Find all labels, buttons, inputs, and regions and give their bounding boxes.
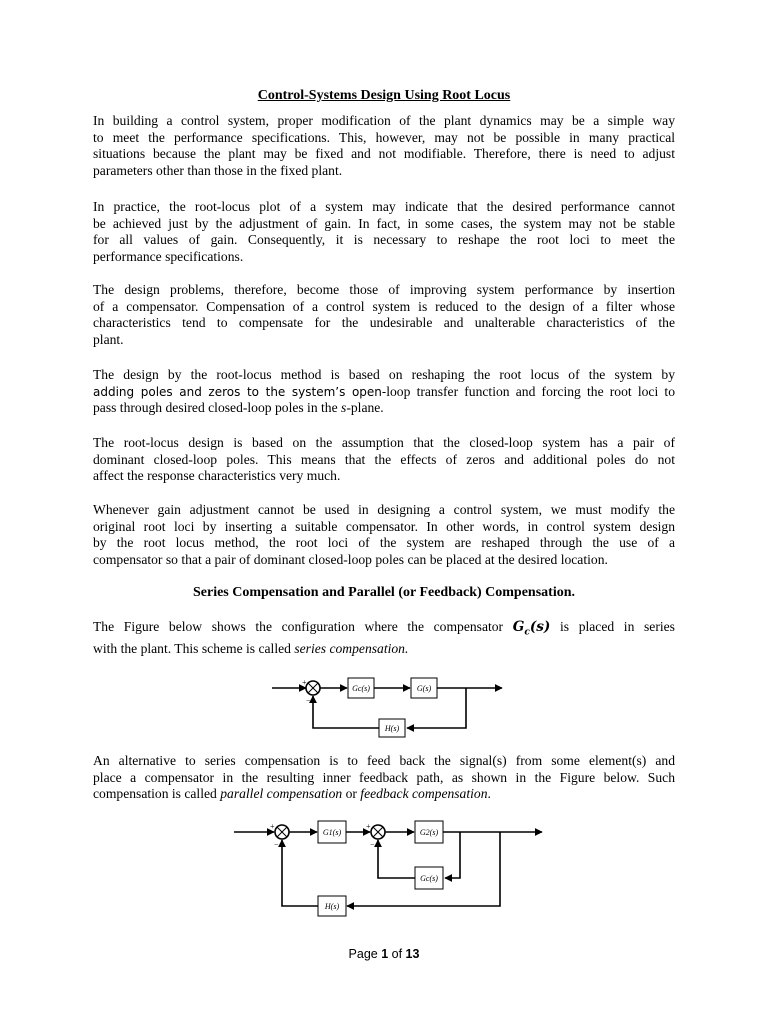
plus-sign-outer: + [270, 822, 275, 831]
plus-sign: + [302, 678, 307, 687]
footer-prefix: Page [348, 947, 382, 961]
text-line: for all values of gain. Consequently, it is necessary to reshape the root loci to meet the [93, 232, 675, 248]
text-line: Whenever gain adjustment cannot be used in designing a control system, we must modify the [93, 502, 675, 517]
h-label: H(s) [384, 724, 400, 733]
g-label: G(s) [416, 684, 432, 693]
text-line: to meet the performance specifications. This, however, may not be possible in many practical [93, 129, 675, 145]
emphasis-text: parallel compensation [220, 786, 343, 802]
text-line: The design by the root-locus method is based on reshaping the root locus of the system by [93, 367, 675, 382]
text-line: be achieved just by the adjustment of gain. In fact, in some cases, the system may not be stable [93, 215, 675, 231]
parallel-compensation-diagram [230, 818, 550, 918]
text-span: or [342, 786, 361, 802]
text-line: plant. [93, 331, 124, 347]
emphasis-text: feedback compensation [360, 786, 488, 802]
text-span: . [487, 786, 491, 802]
text-line: characteristics tend to compensate for the undesirable and unalterable characteristics of the [93, 315, 675, 331]
paragraph-assumption [93, 435, 675, 485]
paragraph-gain-adjustment [93, 502, 675, 568]
paragraph-design-problems [93, 282, 675, 348]
minus-sign: − [306, 696, 311, 705]
h-feedback-label: H(s) [324, 902, 340, 911]
text-line: compensator so that a pair of dominant closed-loop poles can be placed at the desired location. [93, 551, 608, 567]
text-line: In practice, the root-locus plot of a system may indicate that the desired performance cannot [93, 199, 675, 214]
text-line [93, 384, 675, 401]
text-span: The Figure below shows the configuration where the compensator [93, 619, 513, 634]
text-line [93, 400, 675, 417]
text-line [93, 786, 675, 803]
text-line: of a compensator. Compensation of a control system is reduced to the design of a filter whose [93, 298, 675, 314]
section-heading: Series Compensation and Parallel (or Feedback) Compensation. [192, 585, 575, 600]
paragraph-root-locus-method [93, 367, 675, 417]
minus-sign-outer: − [274, 840, 279, 849]
paragraph-intro [93, 113, 675, 179]
text-span: is placed in series [550, 619, 675, 634]
series-compensation-diagram [268, 668, 508, 744]
text-line: In building a control system, proper modification of the plant dynamics may be a simple way [93, 113, 675, 128]
footer-mid: of [388, 947, 406, 961]
plus-sign-inner: + [366, 822, 371, 831]
math-symbol: G [512, 619, 525, 635]
math-gc [512, 619, 551, 638]
math-symbol: (s) [529, 619, 551, 635]
text-line: The root-locus design is based on the assumption that the closed-loop system has a pair of [93, 435, 675, 450]
g2-label: G2(s) [419, 828, 439, 837]
text-line: The design problems, therefore, become those of improving system performance by insertion [93, 282, 675, 297]
paragraph-practice [93, 199, 675, 265]
total-page-count: 13 [405, 947, 420, 961]
text-line: by the root locus method, the root loci of the system are reshaped through the use of a [93, 535, 675, 551]
document-title: Control-Systems Design Using Root Locus [257, 88, 511, 103]
g1-label: G1(s) [322, 828, 342, 837]
current-page-number: 1 [381, 947, 389, 961]
paragraph-series-compensation [93, 619, 675, 658]
text-span: -plane. [346, 400, 384, 416]
emphasis-text: series compensation. [294, 641, 409, 657]
text-line: affect the response characteristics very much. [93, 468, 341, 484]
text-span: adding poles and zeros to the system’s open- [93, 384, 387, 399]
text-span: loop transfer function and forcing the root loci to [386, 383, 675, 399]
page-footer [0, 947, 768, 961]
text-line: place a compensator in the resulting inner feedback path, as shown in the Figure below. Such [93, 769, 675, 785]
math-variable: s [341, 400, 347, 416]
paragraph-parallel-compensation [93, 753, 675, 803]
text-line: original root loci by inserting a suitable compensator. In other words, in control system design [93, 518, 675, 534]
text-line: An alternative to series compensation is to feed back the signal(s) from some element(s) and [93, 753, 675, 768]
gc-feedback-label: Gc(s) [420, 874, 438, 883]
text-span: pass through desired closed-loop poles in the [93, 400, 342, 416]
text-line: dominant closed-loop poles. This means that the effects of zeros and additional poles do not [93, 451, 675, 467]
text-line: parameters other than those in the fixed plant. [93, 162, 343, 178]
text-line [93, 641, 675, 658]
text-line: performance specifications. [93, 248, 244, 264]
minus-sign-inner: − [370, 840, 375, 849]
text-line [93, 619, 675, 641]
text-span: compensation is called [93, 786, 221, 802]
math-subscript: c [524, 627, 530, 638]
text-line: situations because the plant may be fixed and not modifiable. Therefore, there is need to adjust [93, 146, 675, 162]
gc-label: Gc(s) [352, 684, 370, 693]
text-span: with the plant. This scheme is called [93, 641, 295, 657]
